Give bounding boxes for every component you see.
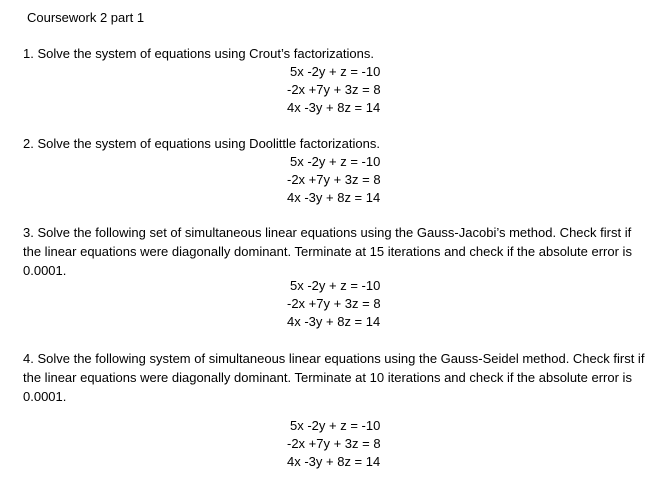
question-1-equations <box>287 63 407 117</box>
question-4-text: 4. Solve the following system of simultaneous linear equations using the Gauss-Seidel method. Check first if the linear equations were diagonally dominant. Terminate at 10 iterations and check if the absolute error is 0.0001. <box>23 351 645 404</box>
equation-1: 5x -2y + z = -10 <box>290 64 381 79</box>
equation-1: 5x -2y + z = -10 <box>290 418 381 433</box>
equation-1: 5x -2y + z = -10 <box>290 154 381 169</box>
equation-2: -2x +7y + 3z = 8 <box>287 296 381 311</box>
question-3-equations <box>287 277 407 331</box>
question-2-text: 2. Solve the system of equations using Doolittle factorizations. <box>23 136 380 151</box>
question-4 <box>23 349 648 406</box>
question-1-text: 1. Solve the system of equations using Crout’s factorizations. <box>23 46 374 61</box>
equation-3: 4x -3y + 8z = 14 <box>287 454 381 469</box>
question-2 <box>23 134 648 153</box>
equation-1: 5x -2y + z = -10 <box>290 278 381 293</box>
equation-3: 4x -3y + 8z = 14 <box>287 190 381 205</box>
question-4-equations <box>287 417 407 471</box>
equation-2: -2x +7y + 3z = 8 <box>287 436 381 451</box>
question-3 <box>23 223 648 280</box>
equation-2: -2x +7y + 3z = 8 <box>287 82 381 97</box>
equation-2: -2x +7y + 3z = 8 <box>287 172 381 187</box>
equation-3: 4x -3y + 8z = 14 <box>287 314 381 329</box>
equation-3: 4x -3y + 8z = 14 <box>287 100 381 115</box>
document-title: Coursework 2 part 1 <box>27 10 145 25</box>
question-3-text: 3. Solve the following set of simultaneous linear equations using the Gauss-Jacobi’s method. Check first if the linear equations were diagonally dominant. Terminate at 15 iterations and check if the absolute error is 0.0001. <box>23 225 632 278</box>
question-2-equations <box>287 153 407 207</box>
question-1 <box>23 44 648 63</box>
